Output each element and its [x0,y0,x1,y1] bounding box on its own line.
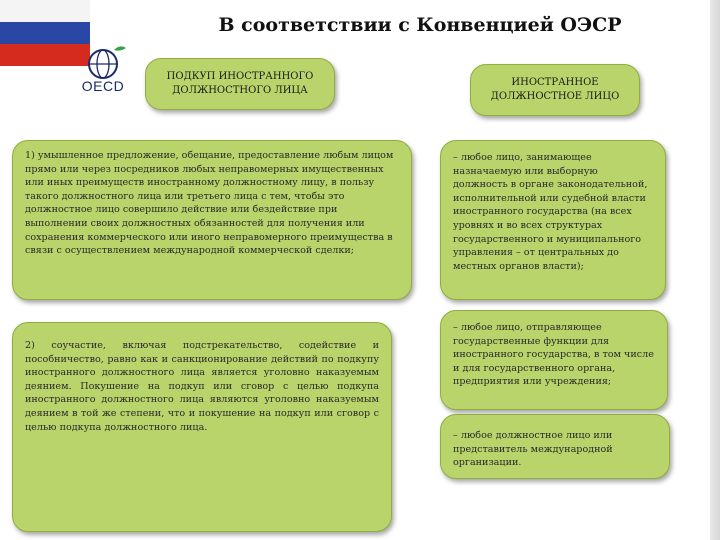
right-heading-box [470,64,640,116]
right-heading: ИНОСТРАННОЕ ДОЛЖНОСТНОЕ ЛИЦО [490,77,620,102]
decorative-edge-bar [710,0,720,540]
right-definition-box-1 [440,140,666,300]
left-definition-box-2 [12,322,392,532]
left-heading-box [145,58,335,110]
left-heading: ПОДКУП ИНОСТРАННОГО ДОЛЖНОСТНОГО ЛИЦА [166,71,314,96]
left-definition-text-2: 2) соучастие, включая подстрекательство, содействие и пособничество, равно как и санкционирование действий по подкупу иностранного должностного лица является уголовно наказуемым деянием. Покушение на подкуп или сговор с целью подкупа иностранного должностного лица являются уголовно наказуемым деянием в той же степени, что и покушение на подкуп или сговор с целью подкупа должностного лица. [25,340,379,433]
right-definition-text-1: – любое лицо, занимающее назначаемую или выборную должность в органе законодательной, исполнительной или судебной власти иностранного государства (на всех уровнях и во всех структурах государственного и муниципального управления – от центральных до местных органов власти); [453,152,648,272]
page-title: В соответствии с Конвенцией ОЭСР [218,14,622,36]
right-definition-text-2: – любое лицо, отправляющее государственные функции для иностранного государства, в том числе и для государственного органа, предприятия или учреждения; [453,322,654,388]
right-definition-box-2 [440,310,668,410]
left-definition-box-1 [12,140,412,300]
right-definition-box-3 [440,414,670,479]
right-definition-text-3: – любое должностное лицо или представитель международной организации. [453,430,613,469]
left-definition-text-1: 1) умышленное предложение, обещание, предоставление любым лицом прямо или через посредников любых неправомерных имущественных или иных преимуществ иностранному должностному лицу, в пользу такого должностного лица или третьего лица с тем, чтобы это должностное лицо совершило действие или бездействие при выполнении своих должностных обязанностей для получения или сохранения коммерческого или иного неправомерного преимущества в связи с осуществлением международной коммерческой сделки; [25,150,394,257]
oecd-logo-text: OECD [81,78,125,94]
